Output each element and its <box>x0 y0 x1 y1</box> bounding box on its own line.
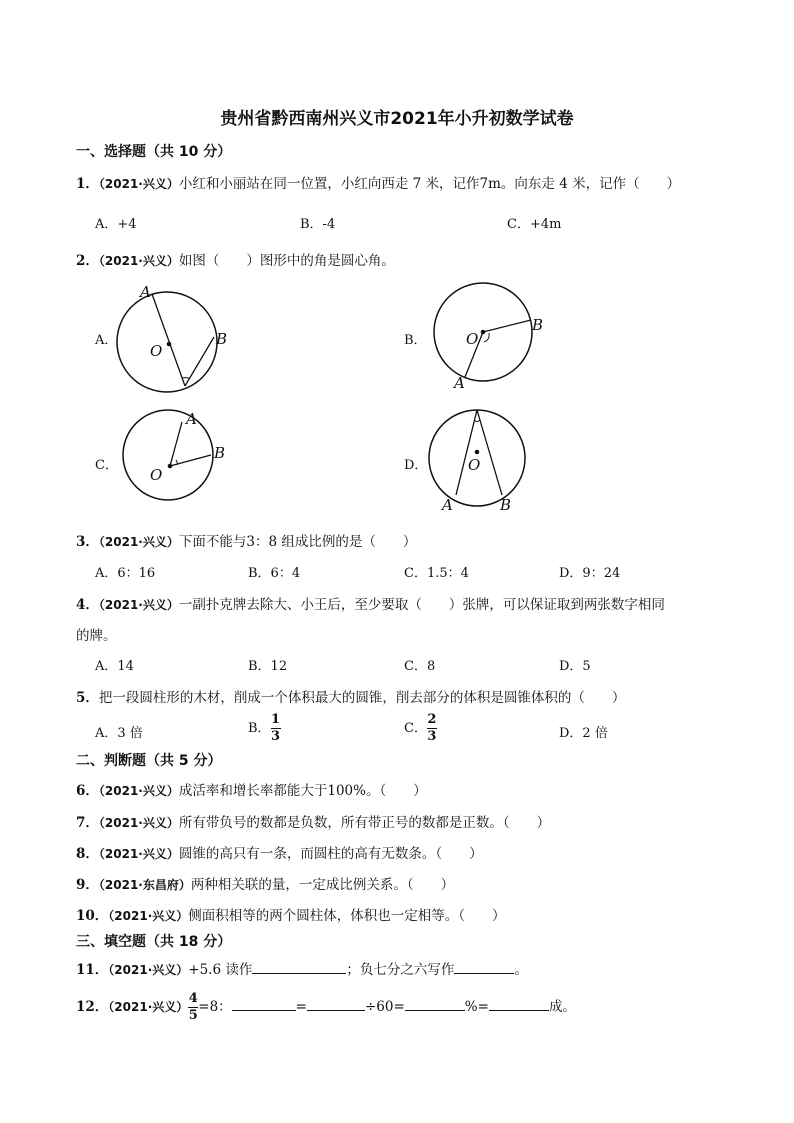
question-text-part: =8： <box>198 999 232 1015</box>
figure-d-inscribed-angle <box>420 408 540 518</box>
question-number: 5． <box>76 690 99 706</box>
question-10 <box>76 904 506 924</box>
question-source: （2021·兴义） <box>108 963 189 977</box>
page-title: 贵州省黔西南州兴义市2021年小升初数学试卷 <box>220 109 574 129</box>
question-5 <box>76 686 625 706</box>
label-a: A <box>442 496 453 514</box>
question-number: 1． <box>76 176 99 192</box>
denominator: 3 <box>427 729 437 744</box>
denominator: 3 <box>271 729 281 744</box>
question-number: 11． <box>76 962 109 978</box>
q5-option-a[interactable]: A．3 倍 <box>95 726 143 741</box>
question-source: （2021·兴义） <box>98 254 179 268</box>
q5-option-c[interactable] <box>404 713 437 744</box>
question-source: （2021·兴义） <box>98 598 179 612</box>
question-4 <box>76 593 665 613</box>
numerator: 1 <box>271 712 281 727</box>
question-6 <box>76 779 427 799</box>
q4-option-c[interactable]: C．8 <box>404 659 436 674</box>
question-7 <box>76 811 550 831</box>
q4-option-a[interactable]: A．14 <box>95 659 134 674</box>
fraction-one-third <box>271 713 281 744</box>
question-text: 成活率和增长率都能大于100%。（ ） <box>178 783 427 799</box>
question-number: 9． <box>76 877 99 893</box>
question-source: （2021·兴义） <box>98 535 179 549</box>
q5-option-b[interactable] <box>248 713 281 744</box>
question-2 <box>76 249 395 269</box>
q2-option-a[interactable]: A． <box>95 333 118 348</box>
question-12 <box>76 992 576 1023</box>
answer-blank[interactable] <box>307 996 365 1011</box>
question-source: （2021·兴义） <box>98 816 179 830</box>
label-o: O <box>468 456 481 474</box>
answer-blank[interactable] <box>405 996 465 1011</box>
question-text-part: %= <box>464 999 489 1015</box>
label-b: B <box>500 496 512 514</box>
question-number: 6． <box>76 783 99 799</box>
q1-option-c[interactable]: C．+4m <box>507 217 562 232</box>
label-o: O <box>466 330 479 348</box>
question-text-part: ；负七分之六写作 <box>346 962 455 978</box>
question-source: （2021·兴义） <box>98 177 179 191</box>
q3-option-b[interactable]: B．6：4 <box>248 566 301 581</box>
answer-blank[interactable] <box>489 996 549 1011</box>
answer-blank[interactable] <box>232 996 296 1011</box>
label-o: O <box>150 342 163 360</box>
question-text-part: +5.6 读作 <box>188 962 253 978</box>
section-fill-heading: 三、填空题（共 18 分） <box>76 934 232 950</box>
question-4-continued: 的牌。 <box>76 628 117 644</box>
q2-option-b[interactable]: B． <box>404 333 427 348</box>
question-text-part: ÷60= <box>364 999 405 1015</box>
q3-option-c[interactable]: C．1.5：4 <box>404 566 469 581</box>
numerator: 4 <box>188 991 198 1006</box>
question-text: 下面不能与3：8 组成比例的是（ ） <box>178 534 417 550</box>
question-8 <box>76 842 483 862</box>
answer-blank[interactable] <box>454 959 514 974</box>
q3-option-d[interactable]: D．9：24 <box>559 566 621 581</box>
question-number: 2． <box>76 253 99 269</box>
q5-option-d[interactable]: D．2 倍 <box>559 726 608 741</box>
section-choice-heading: 一、选择题（共 10 分） <box>76 144 232 160</box>
label-b: B <box>216 330 228 348</box>
label-a: A <box>140 283 151 301</box>
question-9 <box>76 873 454 893</box>
question-number: 12． <box>76 999 109 1015</box>
question-number: 10． <box>76 908 109 924</box>
question-text: 圆锥的高只有一条，而圆柱的高有无数条。（ ） <box>178 846 483 862</box>
q2-option-c[interactable]: C． <box>95 458 118 473</box>
question-text-part: 。 <box>514 962 528 978</box>
numerator: 2 <box>427 712 437 727</box>
question-text: 如图（ ）图形中的角是圆心角。 <box>178 253 395 269</box>
question-number: 8． <box>76 846 99 862</box>
option-letter: C． <box>404 721 427 736</box>
question-source: （2021·兴义） <box>108 909 189 923</box>
label-o: O <box>150 466 163 484</box>
question-text: 把一段圆柱形的木材，削成一个体积最大的圆锥，削去部分的体积是圆锥体积的（ ） <box>98 690 626 706</box>
q1-option-a[interactable]: A．+4 <box>95 217 137 232</box>
question-number: 3． <box>76 534 99 550</box>
question-number: 4． <box>76 597 99 613</box>
q1-option-b[interactable]: B．-4 <box>300 217 336 232</box>
fraction-two-thirds <box>427 713 437 744</box>
option-letter: B． <box>248 721 271 736</box>
question-1 <box>76 172 680 192</box>
question-source: （2021·兴义） <box>98 847 179 861</box>
question-source: （2021·兴义） <box>98 784 179 798</box>
label-b: B <box>214 444 226 462</box>
q4-option-b[interactable]: B．12 <box>248 659 288 674</box>
q4-option-d[interactable]: D．5 <box>559 659 591 674</box>
denominator: 5 <box>188 1008 198 1023</box>
question-source: （2021·东昌府） <box>98 878 191 892</box>
question-text: 小红和小丽站在同一位置，小红向西走 7 米，记作7m。向东走 4 米，记作（ ） <box>178 176 681 192</box>
figure-a-inscribed-angle <box>110 282 230 392</box>
label-a: A <box>186 410 197 428</box>
question-text: 两种相关联的量，一定成比例关系。（ ） <box>190 877 455 893</box>
section-judgement-heading: 二、判断题（共 5 分） <box>76 753 222 769</box>
question-11 <box>76 958 528 978</box>
q3-option-a[interactable]: A．6：16 <box>95 566 156 581</box>
figure-c-angle <box>110 408 240 498</box>
question-text-part: 成。 <box>548 999 576 1015</box>
figure-b-central-angle <box>420 282 550 392</box>
answer-blank[interactable] <box>252 959 346 974</box>
q2-option-d[interactable]: D． <box>404 458 428 473</box>
question-text: 侧面积相等的两个圆柱体，体积也一定相等。（ ） <box>188 908 506 924</box>
fraction-four-fifths <box>188 992 198 1023</box>
question-source: （2021·兴义） <box>108 1000 189 1014</box>
label-a: A <box>454 374 465 392</box>
question-text-part: = <box>295 999 307 1015</box>
question-3 <box>76 530 416 550</box>
label-b: B <box>532 316 544 334</box>
question-number: 7． <box>76 815 99 831</box>
question-text: 所有带负号的数都是负数，所有带正号的数都是正数。（ ） <box>178 815 551 831</box>
question-text: 一副扑克牌去除大、小王后，至少要取（ ）张牌，可以保证取到两张数字相同 <box>178 597 665 613</box>
